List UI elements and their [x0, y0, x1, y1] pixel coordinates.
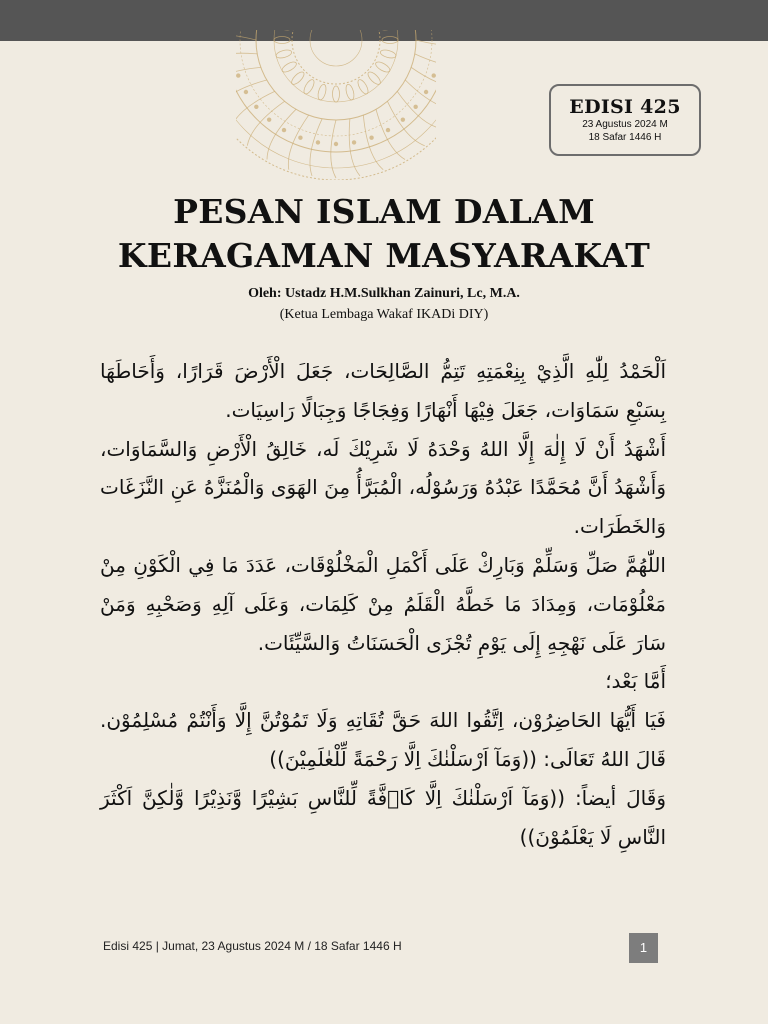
- arabic-paragraph: وَقَالَ أيضاً: ((وَمَآ اَرْسَلْنٰكَ اِلَّا كَاۤفَّةً لِّلنَّاسِ بَشِيْرًا وَّنَذِيْرًا وَّلٰكِنَّ اَكْثَرَ النَّاسِ لَا يَعْلَمُوْنَ)): [100, 785, 666, 849]
- edition-date-masehi: 23 Agustus 2024 M: [582, 119, 668, 130]
- edition-label: EDISI 425: [569, 96, 681, 118]
- edition-date-hijri: 18 Safar 1446 H: [588, 132, 662, 143]
- arabic-paragraph: اللّٰهُمَّ صَلِّ وَسَلِّمْ وَبَارِكْ عَلَى أَكْمَلِ الْمَخْلُوْقَات، عَدَدَ مَا فِي الْكَوْنِ مِنْ مَعْلُوْمَات، وَمِدَادَ مَا خَطَّهُ الْقَلَمُ مِنْ كَلِمَات، وَعَلَى آلِهِ وَصَحْبِهِ وَمَنْ سَارَ عَلَى نَهْجِهِ إِلَى يَوْمِ تُجْزَى الْحَسَنَاتُ وَالسَّيِّئَات.: [100, 552, 666, 655]
- arabic-paragraph: اَلْحَمْدُ لِلّٰهِ الَّذِيْ بِنِعْمَتِهِ تَتِمُّ الصَّالِحَات، جَعَلَ الْأَرْضَ قَرَارًا، وَأَحَاطَهَا بِسَبْعِ سَمَاوَات، جَعَلَ فِيْهَا أَنْهَارًا وَفِجَاجًا وَجِبَالًا رَاسِيَات.: [100, 359, 666, 422]
- page-title: [0, 190, 768, 278]
- arabic-paragraph: فَيَا أَيُّهَا الحَاضِرُوْن، اِتَّقُوا اللهَ حَقَّ تُقَاتِهِ وَلَا تَمُوْتُنَّ إِلَّا وَأَنْتُمْ مُسْلِمُوْن. قَالَ اللهُ تَعَالَى: ((وَمَآ اَرْسَلْنٰكَ اِلَّا رَحْمَةً لِّلْعٰلَمِيْنَ)): [100, 708, 666, 771]
- arabic-paragraph: أَمَّا بَعْد؛: [605, 669, 666, 694]
- title-line-1: PESAN ISLAM DALAM: [173, 192, 595, 231]
- mandala-ornament-icon: [236, 30, 436, 180]
- arabic-sermon-body: [100, 352, 666, 856]
- page-number: 1: [629, 933, 658, 963]
- footer-text: Edisi 425 | Jumat, 23 Agustus 2024 M / 18 Safar 1446 H: [103, 939, 402, 953]
- author-name: Oleh: Ustadz H.M.Sulkhan Zainuri, Lc, M.A.: [248, 286, 520, 301]
- edition-badge: [549, 84, 701, 156]
- author-role: (Ketua Lembaga Wakaf IKADi DIY): [279, 307, 489, 322]
- arabic-paragraph: أَشْهَدُ أَنْ لَا إِلٰهَ إِلَّا اللهُ وَحْدَهُ لَا شَرِيْكَ لَه، خَالِقُ الْأَرْضِ وَالسَّمَاوَات، وَأَشْهَدُ أَنَّ مُحَمَّدًا عَبْدُهُ وَرَسُوْلُه، الْمُبَرَّأُ مِنَ الهَوَى وَالْمُنَزَّهُ عَنِ النَّزَغَات وَالخَطَرَات.: [100, 436, 666, 539]
- title-line-2: KERAGAMAN MASYARAKAT: [117, 236, 651, 275]
